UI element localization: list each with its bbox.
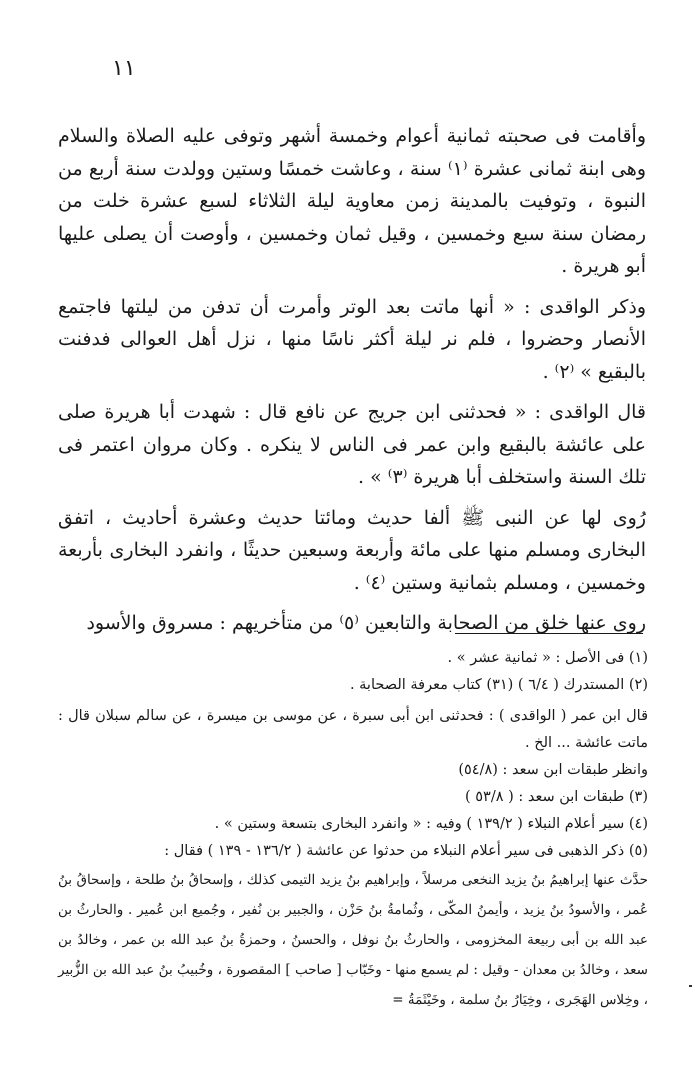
footnote-5-continuation: حدَّث عنها إبراهيمُ بنُ يزيد النخعى مرسلاً ، وإبراهيم بنُ يزيد التيمى كذلك ، وإسحاقُ بنُ طلحة ، وإسحاقُ بنُ عُمر ، والأسودُ بنُ يزيد ، وأيمنُ المكّى ، وثُمامةُ بنُ حَزْن ، والجبير بن نُفير ، وجُميع ابن عُمير . والحارثُ بن عبد الله بن أبى ربيعة المخزومى ، والحارثُ بنُ نوفل ، والحسنُ ، وحمزةُ بنُ عبد الله بن عمر ، وخالدُ بن سعد ، وخالدُ بن معدان - وقيل : لم يسمع منها - وخَبّاب [ صاحب ] المقصورة ، وخُبيبُ بنُ عبد الله بن الزُّبير ، وخِلاس الهَجَرى ، وخِيَارُ بنُ سلمة ، وخَيْثَمَةُ = [58,872,648,1008]
footnote-separator [455,633,643,634]
paragraph-2: وذكر الواقدى : « أنها ماتت بعد الوتر وأمرت أن تدفن من ليلتها فاجتمع الأنصار وحضروا ، فلم نر ليلة أكثر ناسًا منها ، نزل أهل العوالى فدفنت بالبقيع » ⁽٢⁾ . [58,295,646,383]
footnotes [58,645,648,1015]
footnote-2-continuation: قال ابن عمر ( الواقدى ) : فحدثنى ابن أبى سبرة ، عن موسى بن ميسرة ، عن سالم سبلان قال : ماتت عائشة ... الخ . [58,708,648,751]
footnote-2: (٢) المستدرك ( ٦/٤ ) (٣١) كتاب معرفة الصحابة . [349,677,648,693]
scan-mark [689,985,692,987]
footnote-1: (١) فى الأصل : « ثمانية عشر » . [447,650,648,666]
paragraph-3: قال الواقدى : « فحدثنى ابن جريج عن نافع قال : شهدت أبا هريرة صلى على عائشة بالبقيع وابن عمر فى الناس لا ينكره . وكان مروان اعتمر فى تلك السنة واستخلف أبا هريرة ⁽٣⁾ » . [58,401,646,488]
paragraph-4: رُوى لها عن النبى ﷺ ألفا حديث ومائتا حديث وعشرة أحاديث ، اتفق البخارى ومسلم منها على مائة وأربعة وسبعين حديثًا ، وانفرد البخارى بأربعة وخمسين ، ومسلم بثمانية وستين ⁽٤⁾ . [58,506,646,594]
footnote-2-reference: وانظر طبقات ابن سعد : (٥٤/٨) [458,762,648,778]
footnote-3: (٣) طبقات ابن سعد : ( ٥٣/٨ ) [464,789,648,805]
page-number: ١١ [112,56,136,81]
footnote-4: (٤) سير أعلام النبلاء ( ١٣٩/٢ ) وفيه : « وانفرد البخارى بتسعة وستين » . [214,816,648,832]
main-text [58,120,646,648]
footnote-5: (٥) ذكر الذهبى فى سير أعلام النبلاء من حدثوا عن عائشة ( ١٣٦/٢ - ١٣٩ ) فقال : [164,843,648,859]
paragraph-1: وأقامت فى صحبته ثمانية أعوام وخمسة أشهر وتوفى عليه الصلاة والسلام وهى ابنة ثمانى عشرة ⁽١⁾ سنة ، وعاشت خمسًا وستين وولدت سنة أربع من النبوة ، وتوفيت بالمدينة زمن معاوية ليلة الثلاثاء لسبع عشرة خلت من رمضان سنة سبع وخمسين ، وقيل ثمان وخمسين ، وأوصت أن يصلى عليها أبو هريرة . [58,125,646,277]
paragraph-5: روى عنها خلق من الصحابة والتابعين ⁽٥⁾ من متأخريهم : مسروق والأسود [86,612,646,634]
